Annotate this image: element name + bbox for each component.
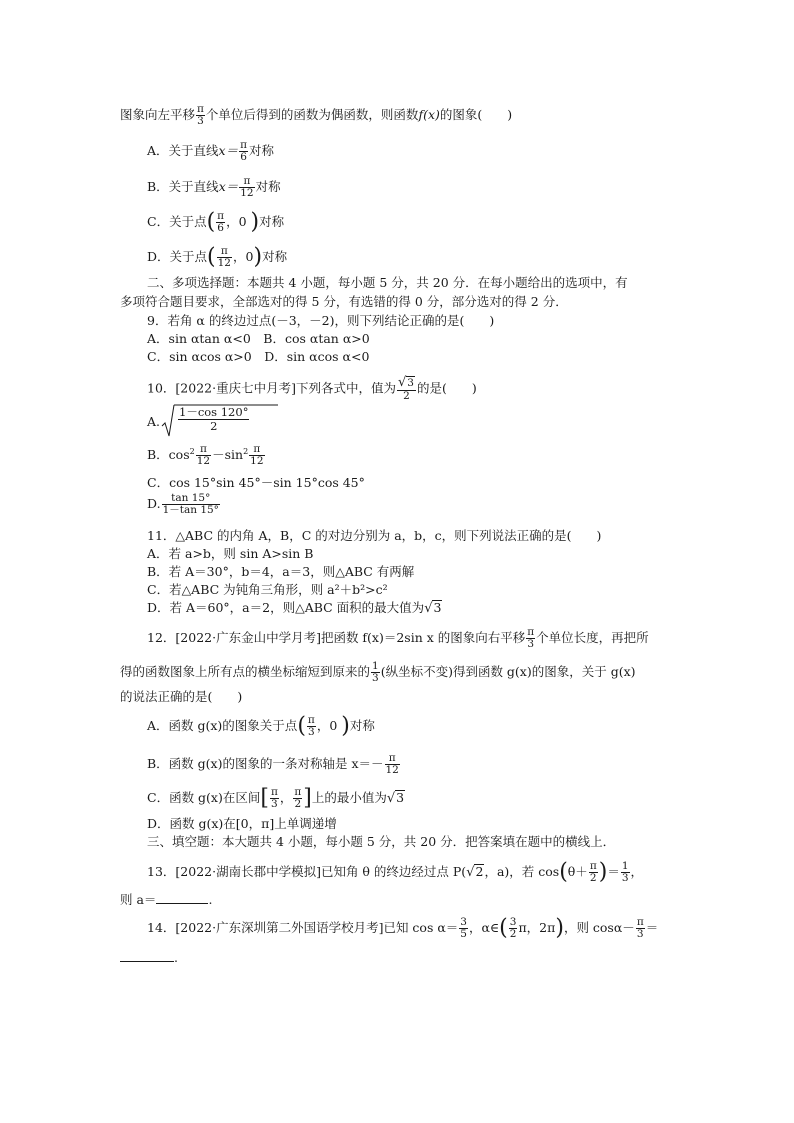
fraction-3-2: $\frac{3}{2}$ (509, 916, 517, 940)
fraction-pi-3: $\frac{\pi}{3}$ (527, 626, 535, 650)
q12-stem-line2: 得的函数图象上所有点的横坐标缩短到原来的 $\frac{1}{3}$ (纵坐标不变)得到函数 g(x)的图象，关于 g(x) (120, 660, 636, 684)
fraction-pi-3: $\frac{\pi}{3}$ (636, 916, 644, 940)
answer-blank[interactable] (156, 891, 208, 904)
q10-option-c: C．cos 15°sin 45°－sin 15°cos 45° (147, 475, 365, 490)
fraction-pi-6: $\frac{\pi}{6}$ (240, 139, 247, 163)
sqrt-sign-icon (161, 404, 175, 438)
q9-stem: 9．若角 α 的终边过点(－3，－2)，则下列结论正确的是( ) (147, 313, 495, 328)
q8-option-b: B．关于直线x＝ $\frac{\pi}{12}$ 对称 (147, 175, 281, 199)
q14-stem-line2: . (120, 949, 178, 966)
q12-stem-line3: 的说法正确的是( ) (120, 689, 243, 704)
fraction-1-3: $\frac{1}{3}$ (621, 860, 629, 884)
q12-option-b: B．函数 g(x)的图象的一条对称轴是 x＝－ $\frac{\pi}{12}$ (147, 752, 399, 776)
q10-option-d: D. $\frac{\tan 15^\circ}{1-\tan 15^\circ}$ (147, 492, 219, 516)
q12-option-a: A．函数 g(x)的图象关于点( $\frac{\pi}{3}$ ，0 )对称 (147, 713, 375, 739)
q9-options-cd: C．sin αcos α>0 D．sin αcos α<0 (147, 349, 370, 364)
fraction-pi-12: $\frac{\pi}{12}$ (196, 443, 211, 468)
q11-stem: 11．△ABC 的内角 A，B，C 的对边分别为 a，b，c，则下列说法正确的是( ) (147, 528, 602, 543)
fraction-pi-6: $\frac{\pi}{6}$ (217, 210, 225, 234)
fraction-pi-12: $\frac{\pi}{12}$ (385, 752, 399, 776)
q8-option-a: A．关于直线x＝ $\frac{\pi}{6}$ 对称 (147, 139, 275, 163)
q13-stem-line2: 则 a＝ . (120, 892, 213, 907)
q13-stem-line1: 13．[2022·湖南长郡中学模拟]已知角 θ 的终边经过点 P(√2，a)，若 cos(θ＋ $\frac{\pi}{2}$ )＝ $\frac{1}{3}$ ， (147, 859, 644, 885)
fraction-3-5: $\frac{3}{5}$ (460, 916, 467, 940)
q11-option-b: B．若 A＝30°，b＝4，a＝3，则△ABC 有两解 (147, 564, 415, 579)
fx: f(x) (418, 107, 440, 122)
fraction-cos120: $\frac{1-\cos 120^\circ}{2}$ (179, 405, 249, 433)
section-3-heading: 三、填空题：本大题共 4 小题，每小题 5 分，共 20 分．把答案填在题中的横线上． (147, 834, 616, 849)
section-2-heading-cont: 多项符合题目要求，全部选对的得 5 分，有选错的得 0 分，部分选对的得 2 分． (120, 294, 568, 309)
q12-option-c: C．函数 g(x)在区间[ $\frac{\pi}{3}$ ， $\frac{\pi}{2}$ ]上的最小值为√3 (147, 785, 405, 811)
fraction-1-3: $\frac{1}{3}$ (372, 660, 379, 684)
q11-option-d: D．若 A＝60°，a＝2，则△ABC 面积的最大值为√3 (147, 600, 442, 616)
section-2-heading: 二、多项选择题：本题共 4 小题，每小题 5 分，共 20 分．在每小题给出的选项中，有 (147, 275, 628, 290)
fraction-pi-12: $\frac{\pi}{12}$ (217, 245, 231, 269)
answer-blank[interactable] (120, 949, 174, 962)
text: 图象向左平移 (120, 107, 196, 122)
q12-option-d: D．函数 g(x)在[0，π]上单调递增 (147, 816, 337, 831)
fraction-pi-3: $\frac{\pi}{3}$ (307, 714, 315, 738)
q8-stem-line (120, 104, 512, 127)
fraction-tan15: $\frac{\tan 15^\circ}{1-\tan 15^\circ}$ (162, 492, 219, 516)
q8-option-d: D．关于点( $\frac{\pi}{12}$ ，0)对称 (147, 244, 288, 270)
text: 的图象( ) (439, 107, 513, 122)
q10-stem: 10．[2022·重庆七中月考]下列各式中，值为 $\frac{√3}{2}$ 的是( ) (147, 375, 477, 402)
q8-option-c: C．关于点( $\frac{\pi}{6}$ ，0 )对称 (147, 209, 285, 235)
fraction-pi-3: $\frac{\pi}{3}$ (197, 103, 204, 127)
fraction-pi-12: $\frac{\pi}{12}$ (250, 443, 264, 468)
fraction-sqrt3-2: $\frac{√3}{2}$ (397, 375, 414, 402)
q10-option-b: B．$\cos^2$ $\frac{\pi}{12}$ $-\sin^2$ $\frac{\pi}{12}$ (147, 443, 264, 468)
q11-option-a: A．若 a>b，则 sin A>sin B (147, 546, 314, 561)
q14-stem-line1: 14．[2022·广东深圳第二外国语学校月考]已知 cos α＝ $\frac{3}{5}$ ，α∈( $\frac{3}{2}$ π，2π)，则 cosα－ $\frac{\pi}{3}$ ＝ (147, 915, 659, 941)
text: 个单位后得到的函数为偶函数，则函数 (205, 107, 419, 122)
q11-option-c: C．若△ABC 为钝角三角形，则 a²＋b²>c² (147, 582, 388, 597)
fraction-pi-2: $\frac{\pi}{2}$ (294, 786, 302, 810)
fraction-pi-3: $\frac{\pi}{3}$ (270, 786, 278, 810)
q12-stem-line1: 12．[2022·广东金山中学月考]把函数 f(x)＝2sin x 的图象向右平移 $\frac{\pi}{3}$ 个单位长度，再把所 (147, 626, 649, 650)
fraction-pi-12: $\frac{\pi}{12}$ (240, 175, 254, 199)
q9-options-ab: A．sin αtan α<0 B．cos αtan α>0 (147, 331, 370, 346)
q10-option-a: A. $\frac{1-\cos 120^\circ}{2}$ (147, 404, 160, 438)
fraction-pi-2: $\frac{\pi}{2}$ (589, 860, 597, 884)
